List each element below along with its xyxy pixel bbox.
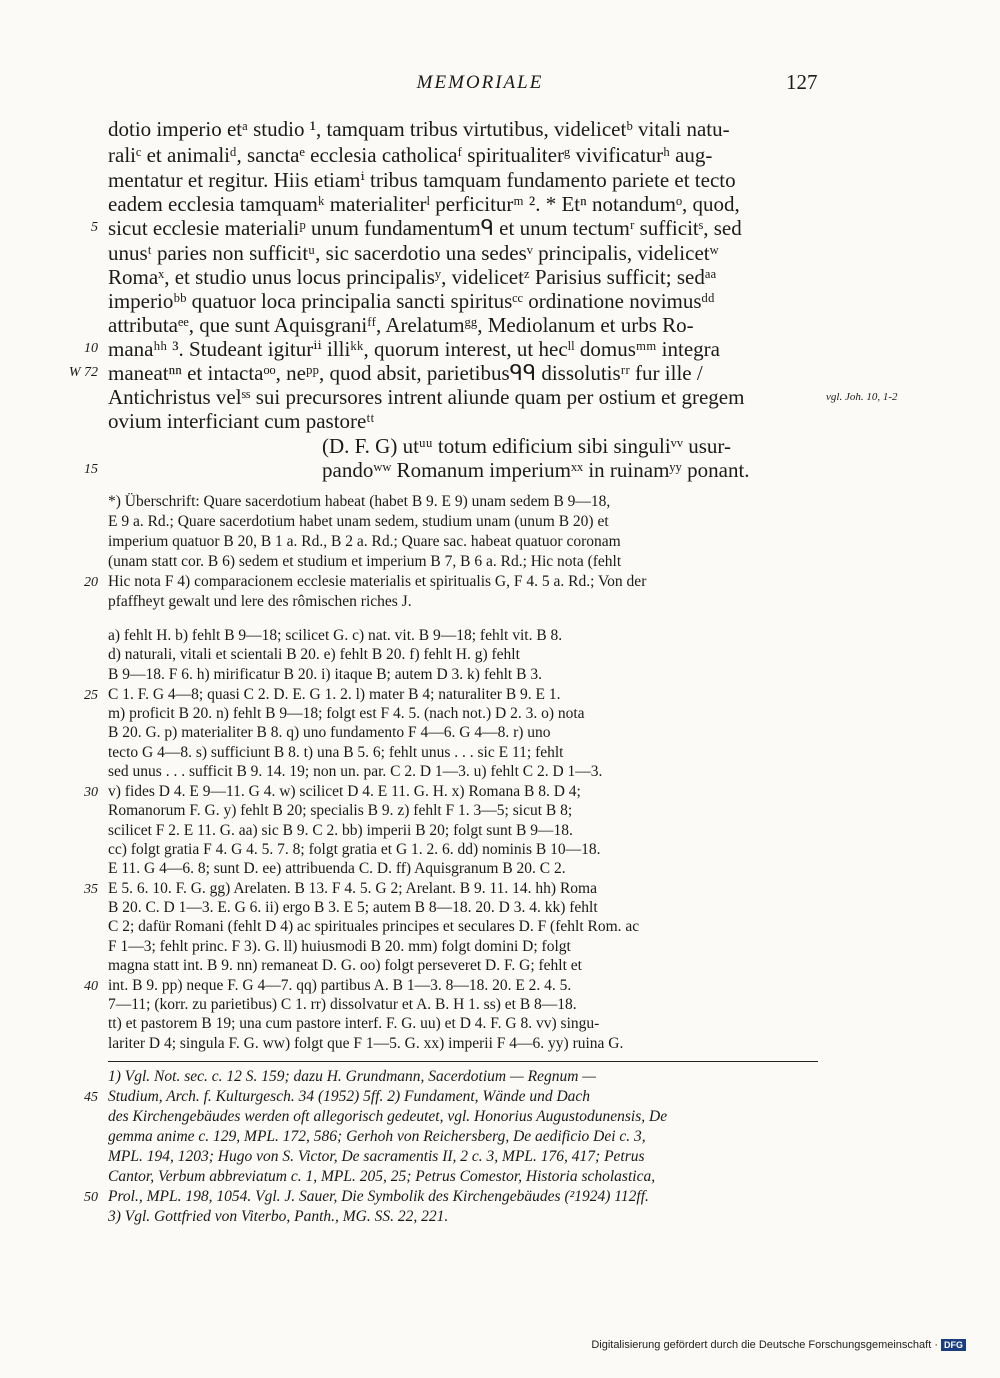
line-number: 15 <box>84 462 98 477</box>
main-line: manaʰʰ ³. Studeant igiturⁱⁱ illiᵏᵏ, quorum interest, ut hecˡˡ domusᵐᵐ integra <box>108 337 720 361</box>
main-line: attributaᵉᵉ, que sunt Aquisgraniᶠᶠ, Arelatumᵍᵍ, Mediolanum et urbs Ro- <box>108 313 694 337</box>
footnote-line: des Kirchengebäudes werden oft allegorisch gedeutet, vgl. Honorius Augustodunensis, De <box>108 1108 668 1125</box>
apparatus-line: (unam statt cor. B 6) sedem et studium et imperium B 7, B 6 a. Rd.; Hic nota (fehlt <box>108 553 622 570</box>
line-number: 5 <box>91 220 98 235</box>
page-number: 127 <box>786 70 818 94</box>
variant-line: E 5. 6. 10. F. G. gg) Arelaten. B 13. F 4. 5. G 2; Arelant. B 9. 11. 14. hh) Roma <box>108 880 597 897</box>
main-line: maneatⁿⁿ et intactaᵒᵒ, neᵖᵖ, quod absit, parietibusᑫᑫ dissolutisʳʳ fur ille / <box>108 361 703 385</box>
variant-line: tecto G 4—8. s) sufficiunt B 8. t) una B 5. 6; fehlt unus . . . sic E 11; fehlt <box>108 744 564 761</box>
footnote-line: MPL. 194, 1203; Hugo von S. Victor, De sacramentis II, 2 c. 3, MPL. 176, 417; Petrus <box>108 1148 645 1165</box>
footnote-line: Prol., MPL. 198, 1054. Vgl. J. Sauer, Die Symbolik des Kirchengebäudes (²1924) 112ff. <box>108 1188 649 1205</box>
line-number: 50 <box>84 1190 98 1205</box>
variant-line: cc) folgt gratia F 4. G 4. 5. 7. 8; folgt gratia et G 1. 2. 6. dd) nominis B 10—18. <box>108 841 601 858</box>
variant-line: Romanorum F. G. y) fehlt B 20; specialis B 9. z) fehlt F 1. 3—5; sicut B 8; <box>108 802 573 819</box>
line-number: 40 <box>84 979 98 994</box>
credit-text: Digitalisierung gefördert durch die Deutsche Forschungsgemeinschaft · <box>591 1339 938 1351</box>
footnote-line: Studium, Arch. f. Kulturgesch. 34 (1952) 5ff. 2) Fundament, Wände und Dach <box>108 1088 591 1105</box>
variant-line: scilicet F 2. E 11. G. aa) sic B 9. C 2. bb) imperii B 20; folgt sunt B 9—18. <box>108 822 573 839</box>
main-line: eadem ecclesia tamquamᵏ materialiterˡ perficiturᵐ ². * Etⁿ notandumᵒ, quod, <box>108 192 740 216</box>
main-line: Antichristus velˢˢ sui precursores intrent aliunde quam per ostium et gregem <box>108 385 745 409</box>
footnote-line: 1) Vgl. Not. sec. c. 12 S. 159; dazu H. Grundmann, Sacerdotium — Regnum — <box>108 1068 597 1085</box>
margin-note: vgl. Joh. 10, 1-2 <box>826 391 898 403</box>
variant-line: C 2; dafür Romani (fehlt D 4) ac spirituales principes et seculares D. F (fehlt Rom. ac <box>108 918 640 935</box>
footnote-line: Cantor, Verbum abbreviatum c. 1, MPL. 205, 25; Petrus Comestor, Historia scholastica, <box>108 1168 656 1185</box>
apparatus-line: *) Überschrift: Quare sacerdotium habeat (habet B 9. E 9) unam sedem B 9—18, <box>108 493 611 510</box>
running-title: MEMORIALE <box>416 72 544 93</box>
footnote-line: gemma anime c. 129, MPL. 172, 586; Gerhoh von Reichersberg, De aedificio Dei c. 3, <box>108 1128 646 1145</box>
variant-line: int. B 9. pp) neque F. G 4—7. qq) partibus A. B 1—3. 8—18. 20. E 2. 4. 5. <box>108 977 572 994</box>
main-line: unusᵗ paries non sufficitᵘ, sic sacerdotio una sedesᵛ principalis, videlicetʷ <box>108 241 719 265</box>
main-line: ovium interficiant cum pastoreᵗᵗ <box>108 409 375 433</box>
line-number: 10 <box>84 341 98 356</box>
main-line: mentatur et regitur. Hiis etiamⁱ tribus tamquam fundamento pariete et tecto <box>108 168 736 192</box>
apparatus-line: pfaffheyt gewalt und lere des rômischen riches J. <box>108 593 412 610</box>
main-line: imperioᵇᵇ quatuor loca principalia sancti spiritusᶜᶜ ordinatione novimusᵈᵈ <box>108 289 715 313</box>
variant-line: magna statt int. B 9. nn) remaneat D. G. oo) folgt perseveret D. F. G; fehlt et <box>108 957 582 974</box>
variant-line: 7—11; (korr. zu parietibus) C 1. rr) dissolvatur et A. B. H 1. ss) et B 8—18. <box>108 996 577 1013</box>
main-line: Romaˣ, et studio unus locus principalisʸ, videlicetᶻ Parisius sufficit; sedᵃᵃ <box>108 265 717 289</box>
variant-line: tt) et pastorem B 19; una cum pastore interf. F. G. uu) et D 4. F. G 8. vv) singu- <box>108 1015 600 1032</box>
footnote-line: 3) Vgl. Gottfried von Viterbo, Panth., MG. SS. 22, 221. <box>108 1208 449 1225</box>
footnote-rule <box>108 1061 818 1062</box>
variant-line: sed unus . . . sufficit B 9. 14. 19; non un. par. C 2. D 1—3. u) fehlt C 2. D 1—3. <box>108 763 603 780</box>
line-number: W 72 <box>68 365 98 380</box>
line-number: 20 <box>84 575 98 590</box>
apparatus-line: E 9 a. Rd.; Quare sacerdotium habet unam sedem, studium unam (unum B 20) et <box>108 513 609 530</box>
line-number: 35 <box>84 882 98 897</box>
main-line: (D. F. G) utᵘᵘ totum edificium sibi singuliᵛᵛ usur- <box>322 434 731 458</box>
variant-line: E 11. G 4—6. 8; sunt D. ee) attribuenda C. D. ff) Aquisgranum B 20. C 2. <box>108 860 566 877</box>
line-number: 45 <box>84 1090 98 1105</box>
variant-line: F 1—3; fehlt princ. F 3). G. ll) huiusmodi B 20. mm) folgt domini D; folgt <box>108 938 571 955</box>
variant-line: B 9—18. F 6. h) mirificatur B 20. i) itaque B; autem D 3. k) fehlt B 3. <box>108 666 542 683</box>
digitization-credit <box>591 1339 966 1351</box>
variant-line: m) proficit B 20. n) fehlt B 9—18; folgt est F 4. 5. (nach not.) D 2. 3. o) nota <box>108 705 585 722</box>
line-number: 25 <box>84 688 98 703</box>
line-number: 30 <box>84 785 98 800</box>
main-line: raliᶜ et animaliᵈ, sanctaᵉ ecclesia catholicaᶠ spiritualiterᵍ vivificaturʰ aug- <box>108 143 713 167</box>
apparatus-line: imperium quatuor B 20, B 1 a. Rd., B 2 a. Rd.; Quare sac. habeat quatuor coronam <box>108 533 621 550</box>
dfg-logo: DFG <box>941 1339 966 1351</box>
main-line: pandoʷʷ Romanum imperiumˣˣ in ruinamʸʸ ponant. <box>322 458 750 482</box>
main-line: sicut ecclesie materialiᵖ unum fundamentumᑫ et unum tectumʳ sufficitˢ, sed <box>108 216 742 240</box>
variant-line: v) fides D 4. E 9—11. G 4. w) scilicet D 4. E 11. G. H. x) Romana B 8. D 4; <box>108 783 581 800</box>
apparatus-line: Hic nota F 4) comparacionem ecclesie materialis et spiritualis G, F 4. 5 a. Rd.; Von der <box>108 573 647 590</box>
variant-line: C 1. F. G 4—8; quasi C 2. D. E. G 1. 2. l) mater B 4; naturaliter B 9. E 1. <box>108 686 561 703</box>
variant-line: lariter D 4; singula F. G. ww) folgt que F 1—5. G. xx) imperii F 4—6. yy) ruina G. <box>108 1035 624 1052</box>
main-line: dotio imperio etᵃ studio ¹, tamquam tribus virtutibus, videlicetᵇ vitali natu- <box>108 117 730 141</box>
variant-line: B 20. C. D 1—3. E. G 6. ii) ergo B 3. E 5; autem B 8—18. 20. D 3. 4. kk) fehlt <box>108 899 598 916</box>
variant-line: d) naturali, vitali et scientali B 20. e) fehlt B 20. f) fehlt H. g) fehlt <box>108 646 520 663</box>
variant-line: a) fehlt H. b) fehlt B 9—18; scilicet G. c) nat. vit. B 9—18; fehlt vit. B 8. <box>108 627 563 644</box>
variant-line: B 20. G. p) materialiter B 8. q) uno fundamento F 4—6. G 4—8. r) uno <box>108 724 551 741</box>
